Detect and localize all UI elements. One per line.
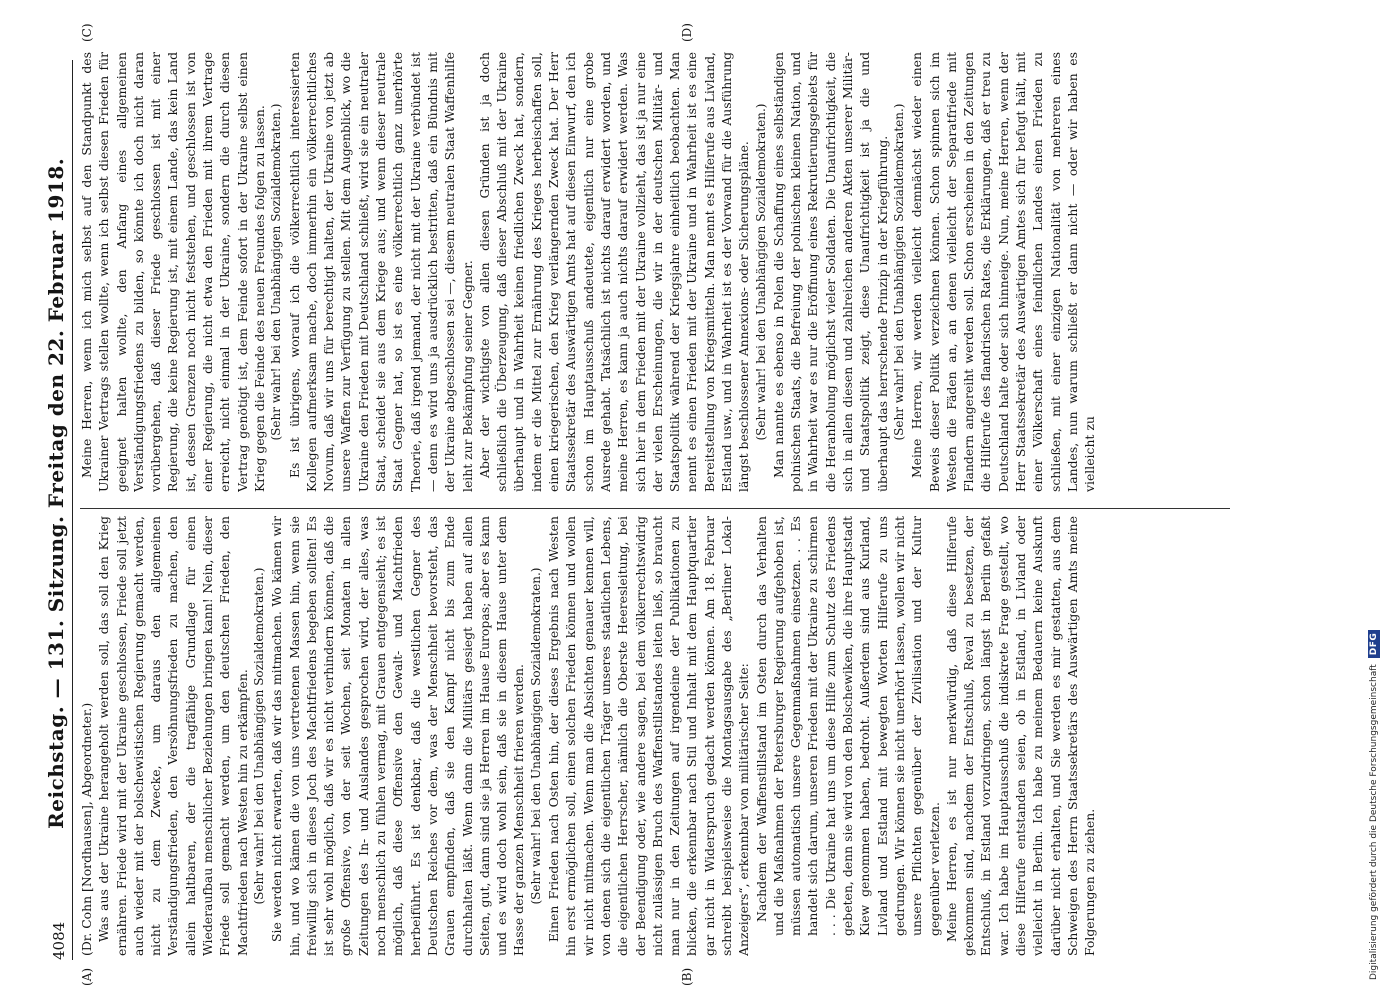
interjection: (Sehr wahr! bei den Unabhängigen Sozialdemokraten.) <box>269 103 284 441</box>
paragraph: (Dr. Cohn [Nordhausen], Abgeordneter.) <box>79 702 94 956</box>
interjection: (Sehr wahr! bei den Unabhängigen Sozialdemokraten.) <box>528 567 543 905</box>
column-divider <box>80 508 1230 509</box>
interjection: (Sehr wahr! bei den Unabhängigen Sozialdemokraten.) <box>251 567 266 905</box>
margin-marker-d: (D) <box>680 23 694 42</box>
credit-text: Digitalisierung gefördert durch die Deutsche Forschungsgemeinschaft <box>1369 664 1379 980</box>
interjection: (Sehr wahr! bei den Unabhängigen Sozialdemokraten.) <box>891 103 906 441</box>
header-spacer <box>50 60 68 65</box>
paragraph: Einen Frieden nach Osten hin, der dieses Ergebnis nach Westen hin erst ermöglichen soll, einen solchen Frieden können und wollen wir nicht mitmachen. Wenn man die Absichten genauer kennen will, von denen sich die eigentlichen Träger unseres staatlichen Lebens, die eigentlichen Herrscher, nämlich die Oberste Heeresleitung, bei der Beendigung oder, wie andere sagen, bei dem völkerrechtswidrig nicht zulässigen Bruch des Waffenstillstandes leiten ließ, so braucht man nur in den Zeitungen auf irgendeine der Publikationen zu blicken, die erkennbar nach Stil und Inhalt mit dem Hauptquartier gar nicht in Widerspruch gedacht werden können. Am 18. Februar schreibt beispielsweise die Montagsausgabe des „Berliner Lokal-Anzeigers“, erkennbar von militärischer Seite: <box>546 516 752 956</box>
margin-marker-a: (A) <box>80 967 94 986</box>
paragraph: Was aus der Ukraine herangeholt werden soll, das soll den Krieg ernähren. Friede wird mit der Ukraine geschlossen, Friede soll jetzt auch wieder mit der bolschewistischen Regierung gemacht werden, nicht zu dem Zwecke, um daraus den allgemeinen Verständigungsfrieden, den Versöhnungsfrieden zu machen, den allein haltbaren, der die tragfähige Grundlage für einen Wiederaufbau menschlicher Beziehungen bringen kann! Nein, dieser Friede soll gemacht werden, um den deutschen Frieden, den Machtfrieden nach Westen hin zu erkämpfen. <box>96 516 250 956</box>
paragraph: Meine Herren, wenn ich mich selbst auf den Standpunkt des Ukrainer Vertrags stellen wollte, wenn ich selbst diesen Frieden für geeignet halten wollte, den Anfang eines allgemeinen Verständigungsfriedens zu bilden, so könnte ich doch nicht daran vorübergehen, daß dieser Friede geschlossen ist mit einer Regierung, die keine Regierung ist, mit einem Lande, das kein Land ist, dessen Grenzen noch nicht feststehen, und geschlossen ist von einer Regierung, die nicht etwa den Frieden mit ihrem Vertrage erreicht, nicht einmal in der Ukraine, sondern die durch diesen Vertrag genötigt ist, dem Feinde sofort in der Ukraine selbst einen Krieg gegen die Feinde des neuen Freundes folgen zu lassen. <box>79 52 267 492</box>
digitization-credit <box>1368 0 1380 980</box>
paragraph: Aber der wichtigste von allen diesen Gründen ist ja doch schließlich die Überzeugung, daß dieser Abschluß mit der Ukraine überhaupt und in Wahrheit keinen friedlichen Zweck hat, sondern, indem er die Mittel zur Ernährung des Krieges herbeischaffen soll, einen kriegerischen, den Krieg verlängernden Zweck hat. Der Herr Staatssekretär des Auswärtigen Amts hat auf diesen Einwurf, den ich schon im Hauptausschuß andeutete, eigentlich nur eine grobe Ausrede gehabt. Tatsächlich ist nichts darauf erwidert worden, und meine Herren, es kann ja auch nichts darauf erwidert werden. Was sich hier in dem Frieden mit der Ukraine vollzieht, das ist ja nur eine der vielen Erscheinungen, die wir in der deutschen Militär- und Staatspolitik während der Kriegsjahre einheitlich beobachten. Man nennt es einen Frieden mit der Ukraine und in Wahrheit ist es eine Bereitstellung von Kriegsmitteln. Man nennt es Hilferufe aus Livland, Estland usw., und in Wahrheit ist es der Vorwand für die Ausführung längst beschlossener Annexions- oder Sicherungspläne. <box>476 52 752 492</box>
page-number: 4084 <box>50 921 68 960</box>
paragraph: Es ist übrigens, worauf ich die völkerrechtlich interessierten Kollegen aufmerksam mache, doch immerhin ein völkerrechtliches Novum, daß wir uns für berechtigt halten, der Ukraine von jetzt ab unsere Waffen zur Verfügung zu stellen. Mit dem Augenblick, wo die Ukraine den Frieden mit Deutschland schließt, wird sie ein neutraler Staat, scheidet sie aus dem Kriege aus; und wenn dieser neutrale Staat Gegner hat, so ist es eine völkerrechtlich ganz unerhörte Theorie, daß irgend jemand, der nicht mit der Ukraine verbündet ist — denn es wird uns ja ausdrücklich bestritten, daß ein Bündnis mit der Ukraine abgeschlossen sei —, diesem neutralen Staat Waffenhilfe leiht zur Bekämpfung seiner Gegner. <box>286 52 475 492</box>
paragraph: Sie werden nicht erwarten, daß wir das mitmachen. Wo kämen wir hin, und wo kämen die von uns vertretenen Massen hin, wenn sie freiwillig sich in dieses Joch des Machtfriedens begeben sollten! Es ist sehr wohl möglich, daß wir es nicht verhindern können, daß die große Offensive, von der seit Wochen, seit Monaten in allen Zeitungen des In- und Auslandes gesprochen wird, der alles, was noch menschlich zu fühlen vermag, mit Grauen entgegensieht; es ist möglich, daß diese Offensive den Gewalt- und Machtfrieden herbeiführt. Es ist denkbar, daß die westlichen Gegner des Deutschen Reiches vor dem, was der Menschheit bevorsteht, das Grauen empfinden, daß sie den Kampf nicht bis zum Ende durchhalten läßt. Wenn dann die Militärs gesiegt haben auf allen Seiten, gut, dann sind sie ja Herren im Hause Europas; aber es kann und es wird doch wohl sein, daß sie in diesem Hause unter dem Hasse der ganzen Menschheit frieren werden. <box>269 516 527 956</box>
page-title: Reichstag. — 131. Sitzung. Freitag den 22. Februar 1918. <box>44 157 68 829</box>
margin-marker-b: (B) <box>680 967 694 986</box>
paragraph: Man nannte es ebenso in Polen die Schaffung eines selbständigen polnischen Staats, die Befreiung der polnischen kleinen Nation, und in Wahrheit war es nur die Eröffnung eines Rekrutierungsgebiets für die Heranholung möglichst vieler Soldaten. Die Unaufrichtigkeit, die sich in allen diesen und zahlreichen anderen Akten unserer Militär- und Staatspolitik zeigt, diese Unaufrichtigkeit ist ja die und überhaupt das herrschende Prinzip in der Kriegführung. <box>770 52 890 492</box>
paragraph: Meine Herren, wir werden vielleicht demnächst wieder einen Beweis dieser Politik verzeichnen können. Schon spinnen sich im Westen die Fäden an, an denen vielleicht der Separatfriede mit Flandern angereiht werden soll. Schon erscheinen in den Zeitungen die Hilferufe des flandrischen Rates, die Erklärungen, daß er treu zu Deutschland halte oder sich hinneige. Nun, meine Herren, wenn der Herr Staatssekretär des Auswärtigen Amtes sich für befugt hält, mit einer Völkerschaft eines feindlichen Landes einen Frieden zu schließen, mit einer einzigen Nationalität von mehreren eines Landes, nun warum schließt er dann nicht — oder wir haben es vielleicht zu <box>909 52 1098 492</box>
quoted-passage: Nachdem der Waffenstillstand im Osten durch das Verhalten und die Maßnahmen der Petersburger Regierung aufgehoben ist, müssen automatisch unsere Gegenmaßnahmen einsetzen. . . Es handelt sich darum, unseren Frieden mit der Ukraine zu schirmen . . . Die Ukraine hat uns um diese Hilfe zum Schutz des Friedens gebeten, denn sie wird von den Bolschewiken, die ihre Hauptstadt Kiew genommen haben, bedroht. Außerdem sind aus Kurland, Livland und Estland mit bewegten Worten Hilferufe zu uns gedrungen. Wir können sie nicht unerhört lassen, wollen wir nicht unsere Pflichten gegenüber der Zivilisation und der Kultur gegenüber verletzen. <box>753 516 942 936</box>
text-column-left <box>78 516 1238 956</box>
dfg-logo: DFG <box>1368 630 1380 659</box>
text-column-right <box>78 52 1238 492</box>
interjection: (Sehr wahr! bei den Unabhängigen Sozialdemokraten.) <box>753 103 768 441</box>
running-header <box>28 60 73 960</box>
margin-marker-c: (C) <box>80 23 94 42</box>
paragraph: Meine Herren, es ist nur merkwürdig, daß diese Hilferufe gekommen sind, nachdem der Entschluß, Reval zu besetzen, der Entschluß, in Estland vorzudringen, schon längst in Berlin gefaßt war. Ich habe im Hauptausschuß die indiskrete Frage gestellt, wo diese Hilferufe entstanden seien, ob in Estland, in Livland oder vielleicht in Berlin. Ich habe zu meinem Bedauern keine Auskunft darüber nicht erhalten, und Sie werden es mir gestatten, aus dem Schweigen des Herrn Staatssekretärs des Auswärtigen Amts meine Folgerungen zu ziehen. <box>943 516 1098 956</box>
